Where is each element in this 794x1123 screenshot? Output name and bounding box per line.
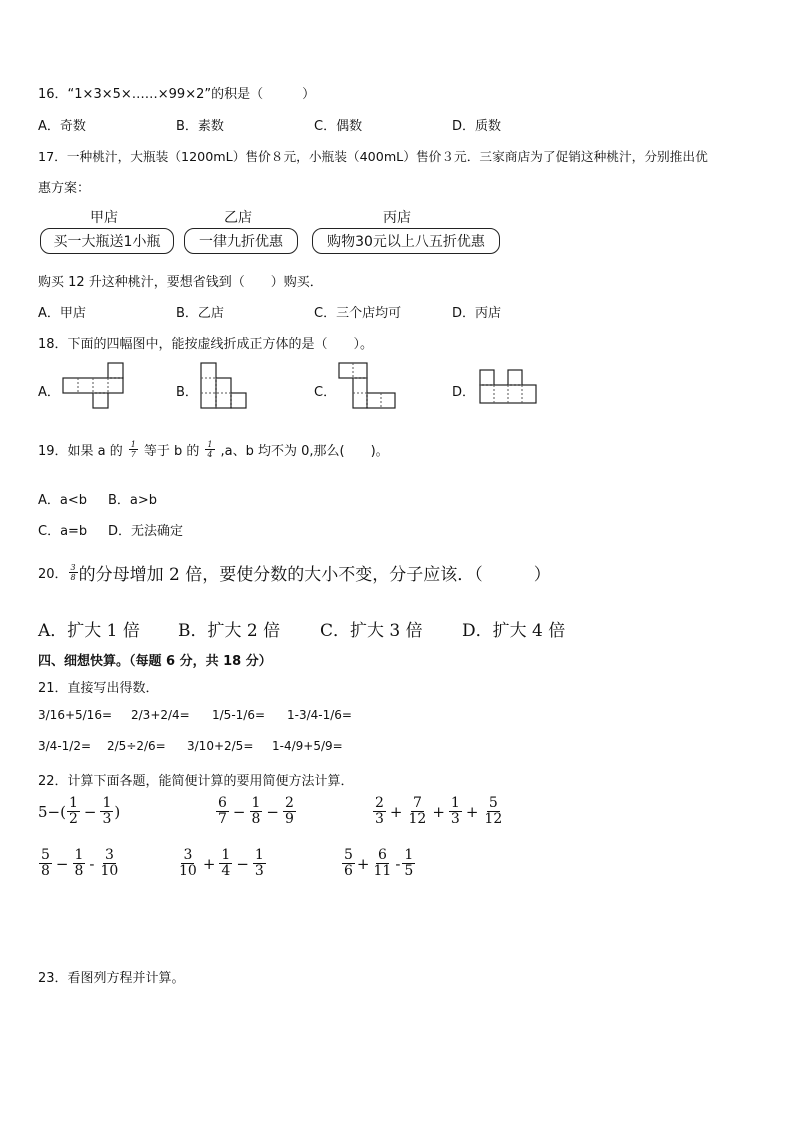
q22-expr-5 [176, 848, 267, 879]
num: 1 [254, 847, 264, 863]
den: 12 [408, 811, 427, 827]
q20-option-c[interactable]: C．扩大 3 倍 [320, 621, 423, 641]
q19-frac1-den: 7 [130, 450, 136, 459]
q22-e6-op1: + [356, 854, 370, 873]
q21-item-5: 3/4-1/2= [38, 739, 92, 753]
q22-e4-frac-a [39, 848, 52, 879]
q18-label-a[interactable]: A． [38, 385, 60, 400]
q22-e2-op2: − [266, 802, 279, 821]
q18-label-c[interactable]: C． [314, 385, 337, 400]
q19-part3: ,a、b 均不为 0,那么( )。 [220, 444, 389, 459]
q18-stem: 18．下面的四幅图中，能按虚线折成正方体的是（ ）。 [38, 337, 374, 352]
q22-e5-frac-a [177, 848, 199, 879]
den: 8 [74, 863, 84, 879]
q21-item-7: 3/10+2/5= [187, 739, 254, 753]
q20-text: 的分母增加 2 倍，要使分数的大小不变，分子应该．（ ） [78, 565, 551, 585]
den: 4 [221, 863, 231, 879]
q22-e2-frac-c [283, 796, 296, 827]
num: 1 [74, 847, 84, 863]
q20-number: 20． [38, 567, 68, 582]
q21-item-8: 1-4/9+5/9= [272, 739, 343, 753]
q22-e3-op1: + [389, 802, 403, 821]
q23-stem: 23．看图列方程并计算。 [38, 971, 185, 986]
den: 9 [285, 811, 294, 827]
q17-option-c[interactable]: C．三个店均可 [314, 306, 402, 321]
q21-stem: 21．直接写出得数． [38, 681, 159, 696]
cube-net-a [63, 363, 125, 411]
q20-frac-den: 8 [70, 573, 76, 582]
q21-item-4: 1-3/4-1/6= [287, 708, 352, 722]
num: 5 [344, 847, 353, 863]
q17-option-d[interactable]: D．丙店 [452, 306, 502, 321]
num: 1 [251, 795, 261, 811]
q22-e2-op1: − [232, 802, 246, 821]
q19-option-b[interactable]: B．a>b [108, 493, 158, 508]
q19-option-d[interactable]: D．无法确定 [108, 524, 184, 539]
q17-option-b[interactable]: B．乙店 [176, 306, 224, 321]
den: 12 [484, 811, 503, 827]
q22-e5-op2: − [236, 854, 249, 873]
q22-e4-frac-c [99, 848, 121, 879]
q22-e4-op1: − [55, 854, 69, 873]
den: 8 [41, 863, 50, 879]
cube-net-d [480, 370, 538, 406]
q20-option-a[interactable]: A．扩大 1 倍 [38, 621, 140, 641]
q21-item-1: 3/16+5/16= [38, 708, 113, 722]
q19-option-c[interactable]: C．a=b [38, 524, 88, 539]
num: 1 [221, 847, 231, 863]
num: 6 [377, 847, 387, 863]
q22-expr-6 [341, 848, 416, 879]
q19-frac2-den: 4 [207, 450, 213, 459]
q22-e3-frac-a [373, 796, 386, 827]
q19-part1: 19．如果 a 的 [38, 444, 123, 459]
q21-item-6: 2/5÷2/6= [107, 739, 166, 753]
q17-question: 购买 12 升这种桃汁，要想省钱到（ ）购买． [38, 275, 323, 290]
q22-e5-frac-c [253, 848, 266, 879]
q20-stem [38, 560, 551, 585]
num: 2 [285, 795, 294, 811]
q22-e3-frac-c [449, 796, 462, 827]
q22-e6-frac-a [342, 848, 355, 879]
q22-e6-frac-c [402, 848, 415, 879]
q22-expr-3 [372, 796, 505, 827]
q20-option-d[interactable]: D．扩大 4 倍 [462, 621, 566, 641]
q22-expr-4 [38, 848, 121, 879]
shop-bing-name: 丙店 [383, 210, 411, 226]
den: 10 [100, 863, 119, 879]
den: 10 [179, 863, 197, 879]
den: 5 [404, 863, 414, 879]
q16-option-c[interactable]: C．偶数 [314, 119, 363, 134]
q19-option-a[interactable]: A．a<b [38, 493, 88, 508]
den: 3 [254, 863, 264, 879]
q22-expr-2 [215, 796, 297, 827]
cube-net-c [339, 363, 397, 411]
q22-e6-op2: - [395, 854, 401, 873]
cube-net-b [201, 363, 249, 411]
den: 3 [450, 811, 460, 827]
shop-jia-offer: 买一大瓶送1小瓶 [40, 228, 174, 254]
den: 3 [375, 811, 384, 827]
q19-part2: 等于 b 的 [143, 444, 200, 459]
num: 1 [102, 795, 112, 811]
num: 3 [183, 847, 193, 863]
q20-frac-num: 3 [70, 563, 76, 572]
shop-jia-name: 甲店 [90, 210, 118, 226]
q17-option-a[interactable]: A．甲店 [38, 306, 86, 321]
den: 6 [344, 863, 353, 879]
shop-bing-offer: 购物30元以上八五折优惠 [312, 228, 500, 254]
q17-stem-line2: 惠方案： [38, 181, 91, 196]
num: 1 [404, 847, 414, 863]
q22-e4-op2: - [89, 854, 95, 873]
num: 5 [488, 795, 498, 811]
q20-fraction [69, 563, 78, 582]
q22-e6-frac-b [372, 848, 394, 879]
q19-stem [38, 440, 389, 459]
num: 5 [41, 847, 50, 863]
num: 2 [375, 795, 384, 811]
q16-stem: 16．“1×3×5×……×99×2”的积是（ ） [38, 87, 316, 102]
q22-e1-frac-b [100, 796, 113, 827]
den: 11 [373, 863, 392, 879]
q20-option-b[interactable]: B．扩大 2 倍 [178, 621, 281, 641]
q22-e2-frac-a [216, 796, 229, 827]
num: 7 [412, 795, 422, 811]
shop-yi-offer: 一律九折优惠 [184, 228, 298, 254]
den: 3 [102, 811, 112, 827]
q16-option-a[interactable]: A．奇数 [38, 119, 86, 134]
q21-item-2: 2/3+2/4= [131, 708, 190, 722]
q18-label-b[interactable]: B． [176, 385, 198, 400]
q19-frac2-num: 1 [207, 440, 213, 449]
num: 1 [68, 795, 78, 811]
q22-e5-op1: + [202, 854, 216, 873]
q19-frac1-num: 1 [130, 440, 136, 449]
q22-e3-frac-d [482, 796, 504, 827]
num: 1 [450, 795, 460, 811]
q22-e1-op: − [83, 802, 97, 821]
shop-yi-name: 乙店 [224, 210, 252, 226]
q22-e1-frac-a [67, 796, 80, 827]
q19-fraction-1 [129, 440, 138, 459]
q16-option-b[interactable]: B．素数 [176, 119, 224, 134]
q22-e3-op2: + [432, 802, 445, 821]
q22-expr-1 [38, 796, 120, 827]
q22-e2-frac-b [250, 796, 263, 827]
den: 8 [251, 811, 261, 827]
q22-e1-lead: 5−( [38, 802, 66, 821]
q19-fraction-2 [205, 440, 214, 459]
den: 2 [68, 811, 78, 827]
q21-item-3: 1/5-1/6= [212, 708, 266, 722]
den: 7 [218, 811, 227, 827]
q22-stem: 22．计算下面各题，能简便计算的要用简便方法计算． [38, 774, 354, 789]
q16-option-d[interactable]: D．质数 [452, 119, 502, 134]
q22-e5-frac-b [219, 848, 232, 879]
q22-e4-frac-b [73, 848, 86, 879]
q22-e1-tail: ) [114, 802, 121, 821]
q18-label-d[interactable]: D． [452, 385, 476, 400]
q22-e3-frac-b [407, 796, 429, 827]
q22-e3-op3: + [465, 802, 479, 821]
section-4-heading: 四、细想快算。（每题 6 分，共 18 分） [38, 654, 272, 669]
q17-stem-line1: 17．一种桃汁，大瓶装（1200mL）售价８元，小瓶装（400mL）售价３元．三家商店为了促销这种桃汁，分别推出优 [38, 149, 708, 164]
num: 6 [218, 795, 227, 811]
num: 3 [104, 847, 114, 863]
